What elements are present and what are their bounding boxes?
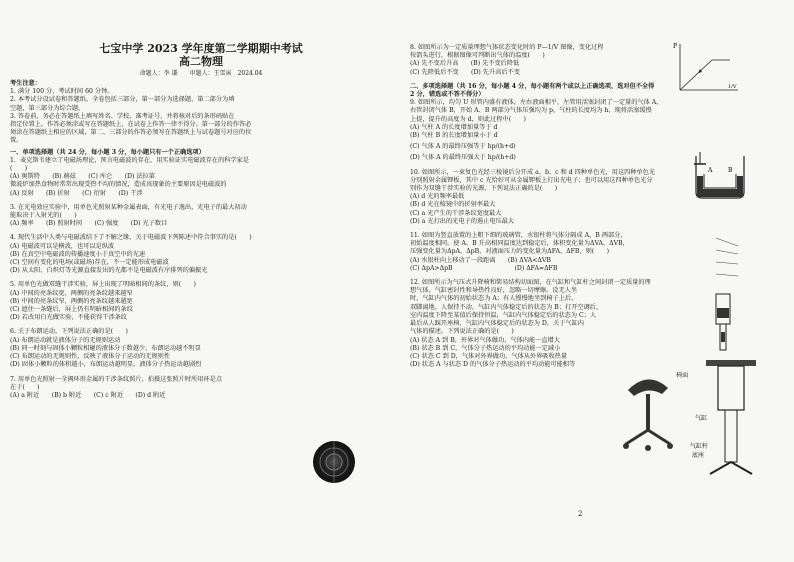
question-option: (C) 状态 C 到 D，气体对外界做功，气体从外界吸收热量 bbox=[410, 352, 568, 360]
section-two-heading: 二、多项选择题（共 16 分，每小题 4 分，每小题有两个或以上正确选项，选对但不全得 bbox=[410, 82, 655, 90]
question-line: 压强变化量为ΔpA、ΔpB，对液面压力的变化量为ΔFA、ΔFB，则( ) bbox=[410, 248, 610, 256]
base-label: 底座 bbox=[692, 452, 705, 459]
question-option: (D) 状态 A 与状态 D 的气体分子热运动的平均动能可能相等 bbox=[410, 361, 576, 369]
section-one-heading: 一、单项选择题（共 24 分，每小题 3 分，每小题只有一个正确选项） bbox=[10, 148, 205, 156]
prism-figure bbox=[712, 232, 742, 282]
exam-title: 七宝中学 2023 学年度第二学期期中考试 bbox=[99, 42, 303, 55]
question-line: 能取决于入射光的( ) bbox=[10, 212, 77, 220]
question-line: 上提，提升的高度为 d，则此过程中( ) bbox=[410, 115, 526, 123]
question-line: 6. 关于布朗运动，下列说法正确的是( ) bbox=[10, 328, 128, 336]
notice-line: 1. 满分 100 分，考试时间 60 分钟。 bbox=[10, 88, 114, 96]
gas-a-label: A bbox=[708, 167, 713, 174]
question-line: 想气体，气缸密封性和导热性良好，忽略一切摩擦。设无人坐 bbox=[410, 287, 578, 295]
question-option: (D) 若改用白光做实验，不能获得干涉条纹 bbox=[10, 314, 127, 322]
question-option: (B) 中间的亮条纹窄，两侧的亮条纹越来越宽 bbox=[10, 297, 133, 305]
page-number: 2 bbox=[578, 510, 583, 518]
notice-line: 2. 本考试分设试卷和答题纸。全卷包括三部分，第一部分为选择题，第二部分为填 bbox=[10, 96, 235, 104]
gas-b-label: B bbox=[728, 167, 733, 174]
question-option: (B) 在真空中电磁波的传播速度小于真空中的光速 bbox=[10, 250, 146, 258]
notice-heading: 考生注意： bbox=[10, 80, 41, 87]
u-tube-figure bbox=[690, 152, 750, 202]
question-option: (A) 中间的亮条纹宽，两侧的亮条纹越来越窄 bbox=[10, 289, 133, 297]
question-line: 12. 如图所示为气压式升降椅和简易结构切面图，在气缸和气缸杆之间封闭一定质量的理 bbox=[410, 279, 651, 287]
question-line: 1．麦克斯韦建立了电磁场理论，预言电磁波的存在，用实验证实电磁波存在的科学家是 bbox=[10, 156, 250, 164]
question-line: 双脚离地，人保持不动，气缸内气体稳定后的状态为 B；打开空调后， bbox=[410, 303, 603, 311]
question-line: 别作为双缝干涉实验的光源，下列说法正确的是( ) bbox=[410, 185, 558, 193]
question-option: (B) 同一时刻与固体小颗粒相碰的液体分子数越少，布朗运动越不明显 bbox=[10, 344, 201, 352]
cylinder-cutaway-figure bbox=[690, 356, 776, 486]
question-option: (A) 气柱 A 的长度增加量等于 d bbox=[410, 123, 498, 131]
question-option: (A) 电磁波可以是横波，也可以是纵波 bbox=[10, 242, 115, 250]
question-line: ( ) bbox=[10, 165, 28, 173]
question-option: (C) 气体 A 的最终压强等于 hp/(h+d) bbox=[410, 143, 516, 151]
question-option: (D) a 光打出的光电子的遏止电压最大 bbox=[410, 217, 515, 225]
subject-title: 高二物理 bbox=[179, 55, 223, 68]
section-two-heading-cont: 2 分，错选或不答不得分） bbox=[410, 91, 485, 99]
glass-tube-figure bbox=[712, 292, 734, 354]
question-line: 8. 如图所示为一定质量理想气体状态变化时的 P—1/V 图像，变化过程 bbox=[410, 44, 604, 51]
question-line: 最后从人踩开座椅，气缸内气体稳定后的状态为 D，关于气缸内 bbox=[410, 320, 584, 328]
question-line: 室内温度下降至某值后保持恒温，气缸内气体稳定后的状态为 C；人 bbox=[410, 311, 597, 319]
notice-line: 空题，第三部分为综合题。 bbox=[10, 104, 85, 112]
cylinder-label: 气缸 bbox=[695, 415, 708, 422]
notice-line: 指定位置上。作答必须涂或写在答题纸上，在试卷上作答一律不得分。第一部分的作答必 bbox=[10, 121, 252, 129]
question-line: 在于( ) bbox=[10, 383, 40, 391]
question-options: (A) 奥斯特 (B) 赫兹 (C) 库仑 (D) 法拉第 bbox=[10, 173, 155, 181]
question-option: (D) 从太阳、白炽灯等光源直接发出的光都不是电磁波有序排列的偏振光 bbox=[10, 267, 208, 275]
question-option: (A) 状态 A 到 B，外界对气体做功，气体内能一直增大 bbox=[410, 336, 560, 344]
question-option: (C) 空间有变化的电场(或磁场)存在，不一定能形成电磁波 bbox=[10, 259, 169, 267]
interference-ring-figure bbox=[312, 438, 360, 486]
question-line: 初始温度相同。使 A、B 升高相同温度达到稳定后，体积变化量为ΔVA、ΔVB， bbox=[410, 240, 629, 248]
question-option: (C) a 光产生的干涉条纹宽度最大 bbox=[410, 209, 502, 217]
left-column bbox=[10, 42, 392, 400]
question-line: 10. 如图所示，一束复色光经三棱镜后分开成 a、b、c 和 d 四种单色光，用这四种单色光 bbox=[410, 168, 656, 176]
question-option: (A) 布朗运动就是液体分子的无规则运动 bbox=[10, 336, 121, 344]
notice-line: 置。 bbox=[10, 137, 23, 145]
question-option: (B) 状态 B 到 C，气体分子热运动的平均动能一定减小 bbox=[410, 344, 561, 352]
question-line: 右管封闭气体 B，开始 A、B 两部分气体压强均为 p，气柱的长度均为 h，现将活塞缓慢 bbox=[410, 107, 652, 115]
question-line: 11. 如图为竖直放置的上粗下细的玻璃管，水银柱将气体分隔成 A、B 两部分， bbox=[410, 232, 627, 240]
question-options: (A) 先不变后升高 (B) 先不变后降低 bbox=[410, 60, 520, 68]
question-options: (A) 频率 (B) 照射时间 (C) 强度 (D) 光子数目 bbox=[10, 220, 168, 228]
p-inverse-v-graph bbox=[672, 40, 742, 95]
question-line: 气体的描述，下列说法正确的是( ) bbox=[410, 328, 514, 336]
question-line: 7. 用单色光照射一全阈环形金属的干涉条纹照片，拍摄这张照片时所用环是点 bbox=[10, 375, 223, 383]
invv-axis-label: 1/V bbox=[728, 84, 737, 90]
question-option: (D) 气体 A 的最终压强大于 hp/(h+d) bbox=[410, 154, 516, 162]
notice-line: 须涂在答题纸上相应的区域，第二、三部分的作答必须写在答题纸上与试卷题号对应的位 bbox=[10, 129, 252, 137]
question-option: (A) d 光的频率最低 bbox=[410, 193, 465, 201]
question-option: (B) d 光在棱镜中的折射率最大 bbox=[410, 201, 496, 209]
question-options: (A) a 附近 (B) b 附近 (C) c 附近 (D) d 附近 bbox=[10, 391, 166, 399]
question-option: (B) 气柱 B 的长度增加量小于 d bbox=[410, 132, 498, 140]
question-line: 3. 在光电效应实验中，用单色光照射某种金属表面，有光电子逸出，光电子的最大初动 bbox=[10, 203, 247, 211]
exam-authors: 命题人：李 谦 审题人：王雪寅 2024.04 bbox=[139, 70, 263, 77]
question-line: 4. 现代生活中人类与电磁波结下了不解之缘，关于电磁波下列陈述中符合事实的是( ) bbox=[10, 234, 252, 242]
question-options: (C) 先降低后不变 (D) 先升高后不变 bbox=[410, 68, 520, 76]
question-line: 微波炉加热食物时常常出现受热不均的情况，造成该现象的主要原因是电磁波的 bbox=[10, 181, 227, 189]
rod-label: 气缸杆 bbox=[690, 443, 709, 450]
question-option: (C) 布朗运动的无规则性，反映了液体分子运动的无规则性 bbox=[10, 353, 171, 361]
question-option: (C) 遮住一条缝后，屏上仍有明暗相间的条纹 bbox=[10, 306, 133, 314]
p-axis-label: P bbox=[673, 43, 678, 50]
question-options: (C) ΔpA>ΔpB (D) ΔFA=ΔFB bbox=[410, 264, 558, 272]
seat-label: 椅面 bbox=[676, 372, 689, 379]
question-line: 5. 用单色光做双缝干涉实验，屏上出现了明暗相间的条纹，则( ) bbox=[10, 281, 196, 289]
question-line: 按箭头进行，根据图像可判断出气体的温度( ) bbox=[410, 52, 545, 60]
notice-line: 3. 答卷前，务必在答题纸上填写姓名、学校、准考证号，并将核对后的条形码贴在 bbox=[10, 112, 235, 120]
question-line: 分别照射金属钾板，其中 c 光恰好可从金属钾板上打出光电子；也可以用这四种单色光分 bbox=[410, 176, 653, 184]
question-line: 9. 如图所示，均匀 U 形管内盛有液体，左右液面相平，左管用活塞封闭了一定量的气体 A， bbox=[410, 99, 663, 107]
question-line: 时，气缸内气体的初始状态为 A；有人慢慢地坐到椅子上后， bbox=[410, 295, 578, 303]
question-options: (A) 水银柱向上移动了一段距离 (B) ΔVA<ΔVB bbox=[410, 256, 551, 264]
question-option: (D) 固体小颗粒的体积越小，布朗运动越明显，液体分子热运动越剧烈 bbox=[10, 361, 202, 369]
question-options: (A) 反射 (B) 折射 (C) 衍射 (D) 干涉 bbox=[10, 189, 143, 197]
